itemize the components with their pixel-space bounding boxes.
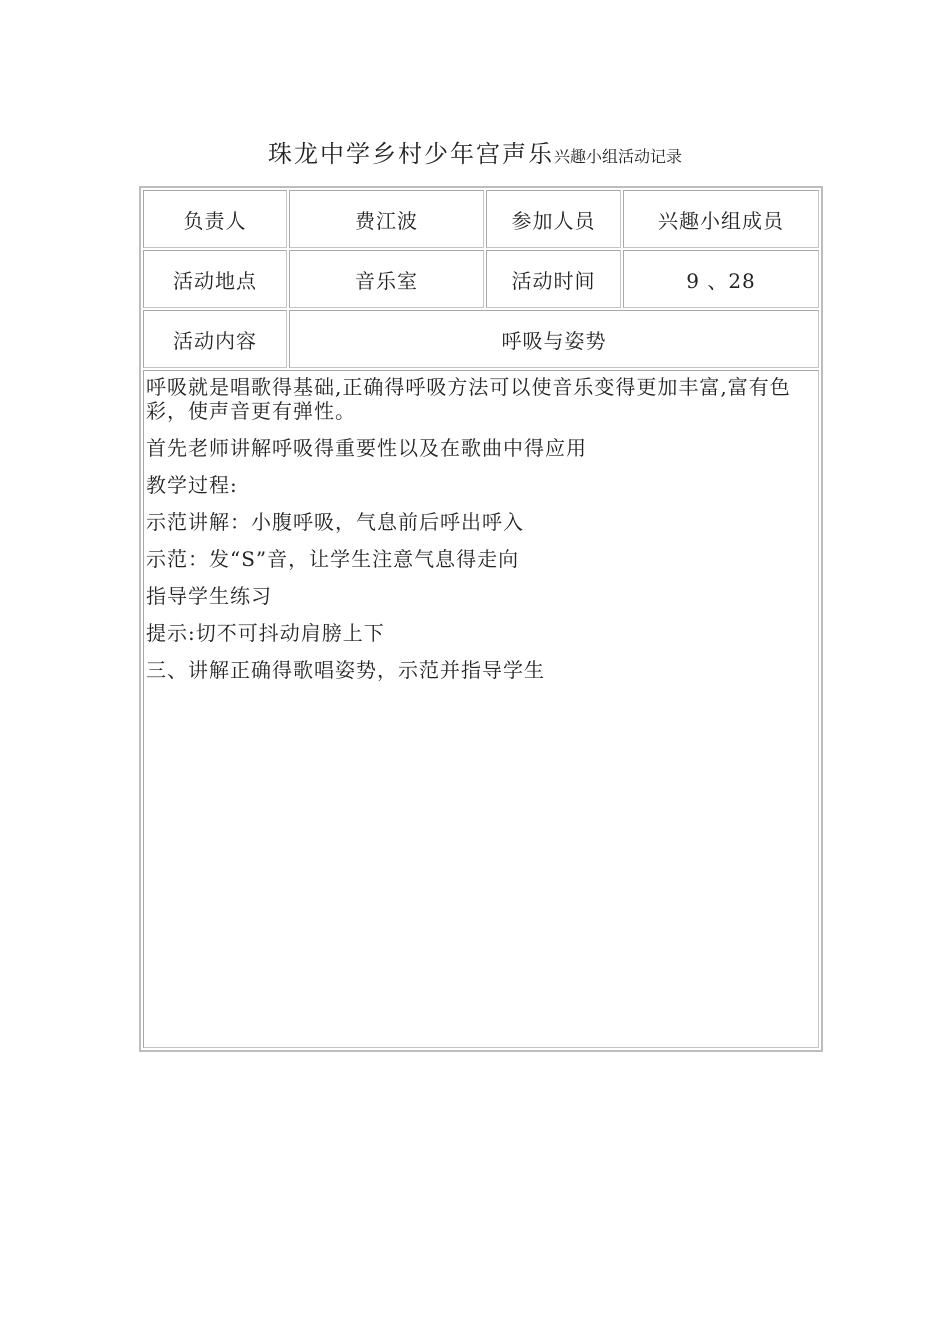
body-paragraph: 指导学生练习 <box>146 584 272 608</box>
body-paragraph: 三、讲解正确得歌唱姿势，示范并指导学生 <box>146 658 545 682</box>
title-sub: 兴趣小组活动记录 <box>553 147 682 166</box>
activity-body <box>143 370 819 1048</box>
time-label: 活动时间 <box>486 250 621 308</box>
location-label: 活动地点 <box>143 250 287 308</box>
location-value: 音乐室 <box>289 250 484 308</box>
body-paragraph: 示范：发“S”音，让学生注意气息得走向 <box>146 547 520 571</box>
document-title <box>0 134 950 169</box>
participants-label: 参加人员 <box>486 190 621 248</box>
leader-label: 负责人 <box>143 190 287 248</box>
leader-value: 费江波 <box>289 190 484 248</box>
table-row <box>143 370 819 1048</box>
title-main: 珠龙中学乡村少年宫声乐 <box>267 140 554 168</box>
table-row <box>143 250 819 308</box>
content-value: 呼吸与姿势 <box>289 310 819 368</box>
participants-value: 兴趣小组成员 <box>623 190 819 248</box>
activity-record-table <box>139 186 823 1052</box>
time-value: 9 、28 <box>623 250 819 308</box>
body-paragraph: 呼吸就是唱歌得基础,正确得呼吸方法可以使音乐变得更加丰富,富有色彩，使声音更有弹性。 <box>146 375 791 423</box>
body-paragraph: 提示:切不可抖动肩膀上下 <box>146 621 385 645</box>
body-paragraph: 示范讲解：小腹呼吸，气息前后呼出呼入 <box>146 510 524 534</box>
table-row <box>143 310 819 368</box>
content-label: 活动内容 <box>143 310 287 368</box>
body-paragraph: 首先老师讲解呼吸得重要性以及在歌曲中得应用 <box>146 436 587 460</box>
body-paragraph: 教学过程: <box>146 473 238 497</box>
table-row <box>143 190 819 248</box>
